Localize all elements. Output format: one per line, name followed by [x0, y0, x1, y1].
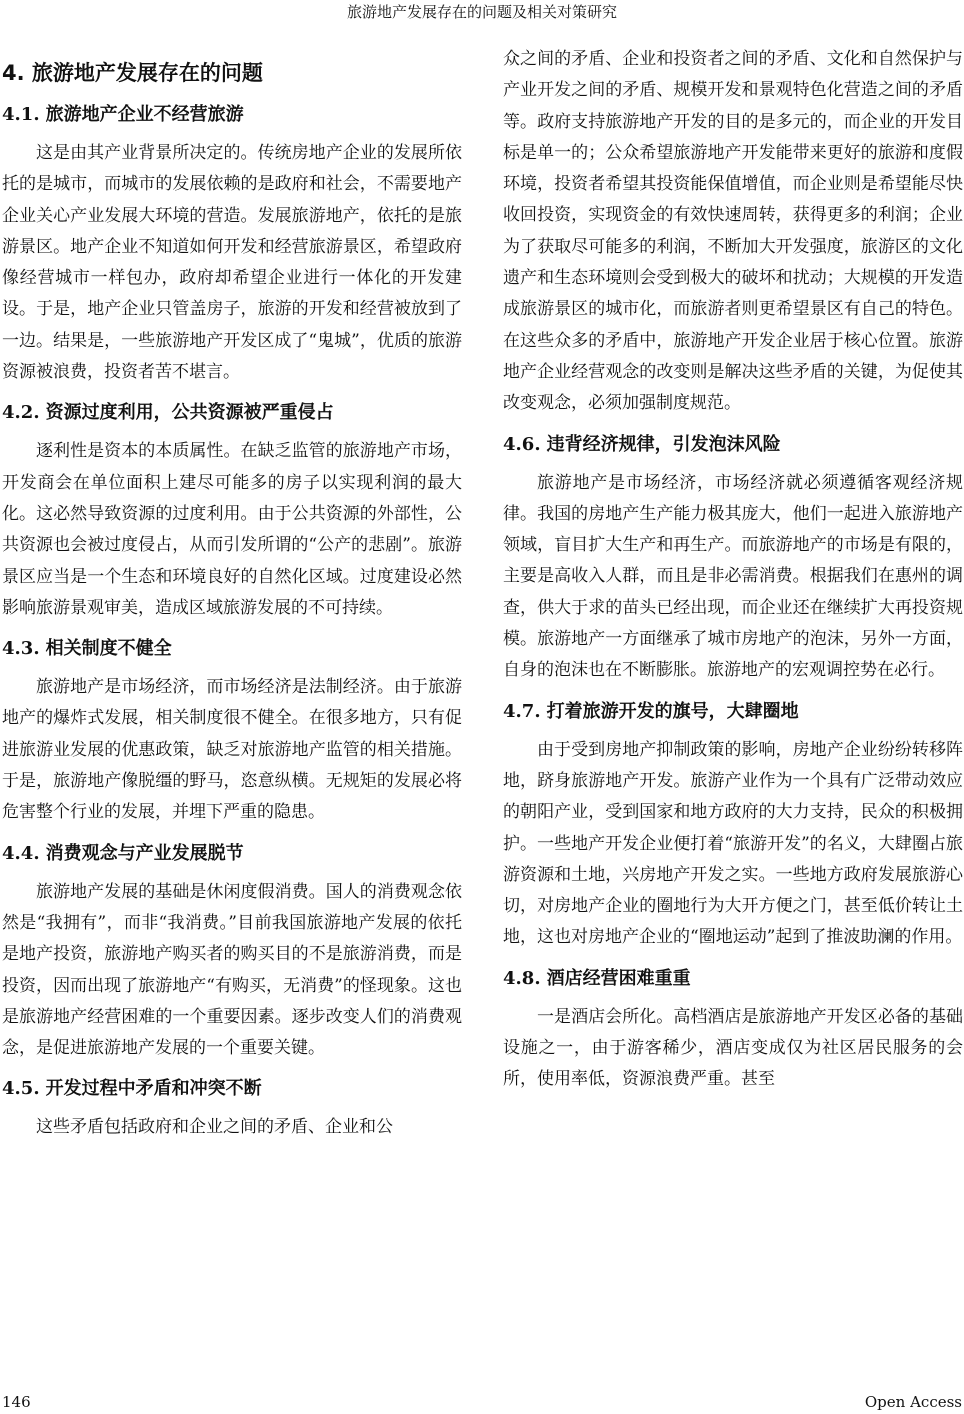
journal-label: Open Access: [864, 1393, 962, 1411]
paragraph-4-5: 这些矛盾包括政府和企业之间的矛盾、企业和公: [36, 1117, 393, 1138]
paragraph-4-2: 逐利性是资本的本质属性。在缺乏监管的旅游地产市场，开发商会在单位面积上建尽可能多的房子以实现利润的最大化。这必然导致资源的过度利用。由于公共资源的外部性，公共资源也会被过度侵占，从而引发所谓的“公产的悲剧”。旅游景区应当是一个生态和环境良好的自然化区域。过度建设必然影响旅游景观审美，造成区域旅游发展的不可持续。: [2, 441, 462, 618]
paragraph-4-6: 旅游地产是市场经济，市场经济就必须遵循客观经济规律。我国的房地产生产能力极其庞大，他们一起进入旅游地产领域，盲目扩大生产和再生产。而旅游地产的市场是有限的，主要是高收入人群，而且是非必需消费。根据我们在惠州的调查，供大于求的苗头已经出现，而企业还在继续扩大再投资规模。旅游地产一方面继承了城市房地产的泡沫，另外一方面，自身的泡沫也在不断膨胀。旅游地产的宏观调控势在必行。: [503, 472, 963, 681]
paragraph-4-7: 由于受到房地产抑制政策的影响，房地产企业纷纷转移阵地，跻身旅游地产开发。旅游产业作为一个具有广泛带动效应的朝阳产业，受到国家和地方政府的大力支持，民众的积极拥护。一些地产开发企业便打着“旅游开发”的名义，大肆圈占旅游资源和土地，兴房地产开发之实。一些地方政府发展旅游心切，对房地产企业的圈地行为大开方便之门，甚至低价转让土地，这也对房地产企业的“圈地运动”起到了推波助澜的作用。: [503, 739, 963, 948]
subsection-heading-4-7: [503, 697, 963, 727]
subsection-title: 消费观念与产业发展脱节: [45, 842, 244, 864]
subsection-heading-4-5: [2, 1074, 462, 1104]
subsection-number: 4.7.: [503, 700, 541, 722]
subsection-number: 4.5.: [2, 1078, 40, 1100]
subsection-number: 4.3.: [2, 638, 40, 660]
subsection-title: 违背经济规律，引发泡沫风险: [546, 433, 781, 455]
paragraph-4-5-continued: 众之间的矛盾、企业和投资者之间的矛盾、文化和自然保护与产业开发之间的矛盾、规模开发和景观特色化营造之间的矛盾等。政府支持旅游地产开发的目的是多元的，而企业的开发目标是单一的；公众希望旅游地产开发能带来更好的旅游和度假环境，投资者希望其投资能保值增值，而企业则是希望能尽快收回投资，实现资金的有效快速周转，获得更多的利润；企业为了获取尽可能多的利润，不断加大开发强度，旅游区的文化遗产和生态环境则会受到极大的破坏和扰动；大规模的开发造成旅游景区的城市化，而旅游者则更希望景区有自己的特色。在这些众多的矛盾中，旅游地产开发企业居于核心位置。旅游地产企业经营观念的改变则是解决这些矛盾的关键，为促使其改变观念，必须加强制度规范。: [503, 49, 963, 414]
subsection-title: 资源过度利用，公共资源被严重侵占: [45, 402, 334, 424]
left-column: [2, 44, 462, 1150]
subsection-number: 4.4.: [2, 842, 40, 864]
subsection-heading-4-3: [2, 634, 462, 664]
paragraph-4-8: 一是酒店会所化。高档酒店是旅游地产开发区必备的基础设施之一，由于游客稀少，酒店变成仅为社区居民服务的会所，使用率低，资源浪费严重。甚至: [503, 1006, 963, 1090]
subsection-number: 4.8.: [503, 967, 541, 989]
paragraph-4-3: 旅游地产是市场经济，而市场经济是法制经济。由于旅游地产的爆炸式发展，相关制度很不健全。在很多地方，只有促进旅游业发展的优惠政策，缺乏对旅游地产监管的相关措施。于是，旅游地产像脱缰的野马，恣意纵横。无规矩的发展必将危害整个行业的发展，并埋下严重的隐患。: [2, 677, 462, 823]
subsection-heading-4-8: [503, 964, 963, 994]
running-head: 旅游地产发展存在的问题及相关对策研究: [346, 3, 617, 21]
right-column: [503, 44, 963, 1102]
subsection-heading-4-4: [2, 839, 462, 869]
section-title: 4. 旅游地产发展存在的问题: [2, 61, 263, 85]
paragraph-4-1: 这是由其产业背景所决定的。传统房地产企业的发展所依托的是城市，而城市的发展依赖的是政府和社会，不需要地产企业关心产业发展大环境的营造。发展旅游地产，依托的是旅游景区。地产企业不知道如何开发和经营旅游景区，希望政府像经营城市一样包办，政府却希望企业进行一体化的开发建设。于是，地产企业只管盖房子，旅游的开发和经营被放到了一边。结果是，一些旅游地产开发区成了“鬼城”，优质的旅游资源被浪费，投资者苦不堪言。: [2, 143, 462, 383]
subsection-title: 开发过程中矛盾和冲突不断: [45, 1078, 262, 1100]
subsection-title: 旅游地产企业不经营旅游: [45, 104, 244, 125]
paragraph-4-4: 旅游地产发展的基础是休闲度假消费。国人的消费观念依然是“我拥有”，而非“我消费。”目前我国旅游地产发展的依托是地产投资，旅游地产购买者的购买目的不是旅游消费，而是投资，因而出现了旅游地产“有购买，无消费”的怪现象。这也是旅游地产经营困难的一个重要因素。逐步改变人们的消费观念，是促进旅游地产发展的一个重要关键。: [2, 881, 462, 1059]
subsection-title: 酒店经营困难重重: [546, 967, 691, 989]
page-number: 146: [2, 1393, 31, 1411]
subsection-title: 相关制度不健全: [45, 638, 172, 660]
subsection-title: 打着旅游开发的旗号，大肆圈地: [546, 700, 799, 722]
subsection-heading-4-2: [2, 398, 462, 428]
subsection-number: 4.2.: [2, 402, 40, 424]
subsection-heading-4-1: [2, 100, 462, 130]
subsection-number: 4.1.: [2, 104, 40, 125]
subsection-heading-4-6: [503, 430, 963, 460]
subsection-number: 4.6.: [503, 433, 541, 455]
